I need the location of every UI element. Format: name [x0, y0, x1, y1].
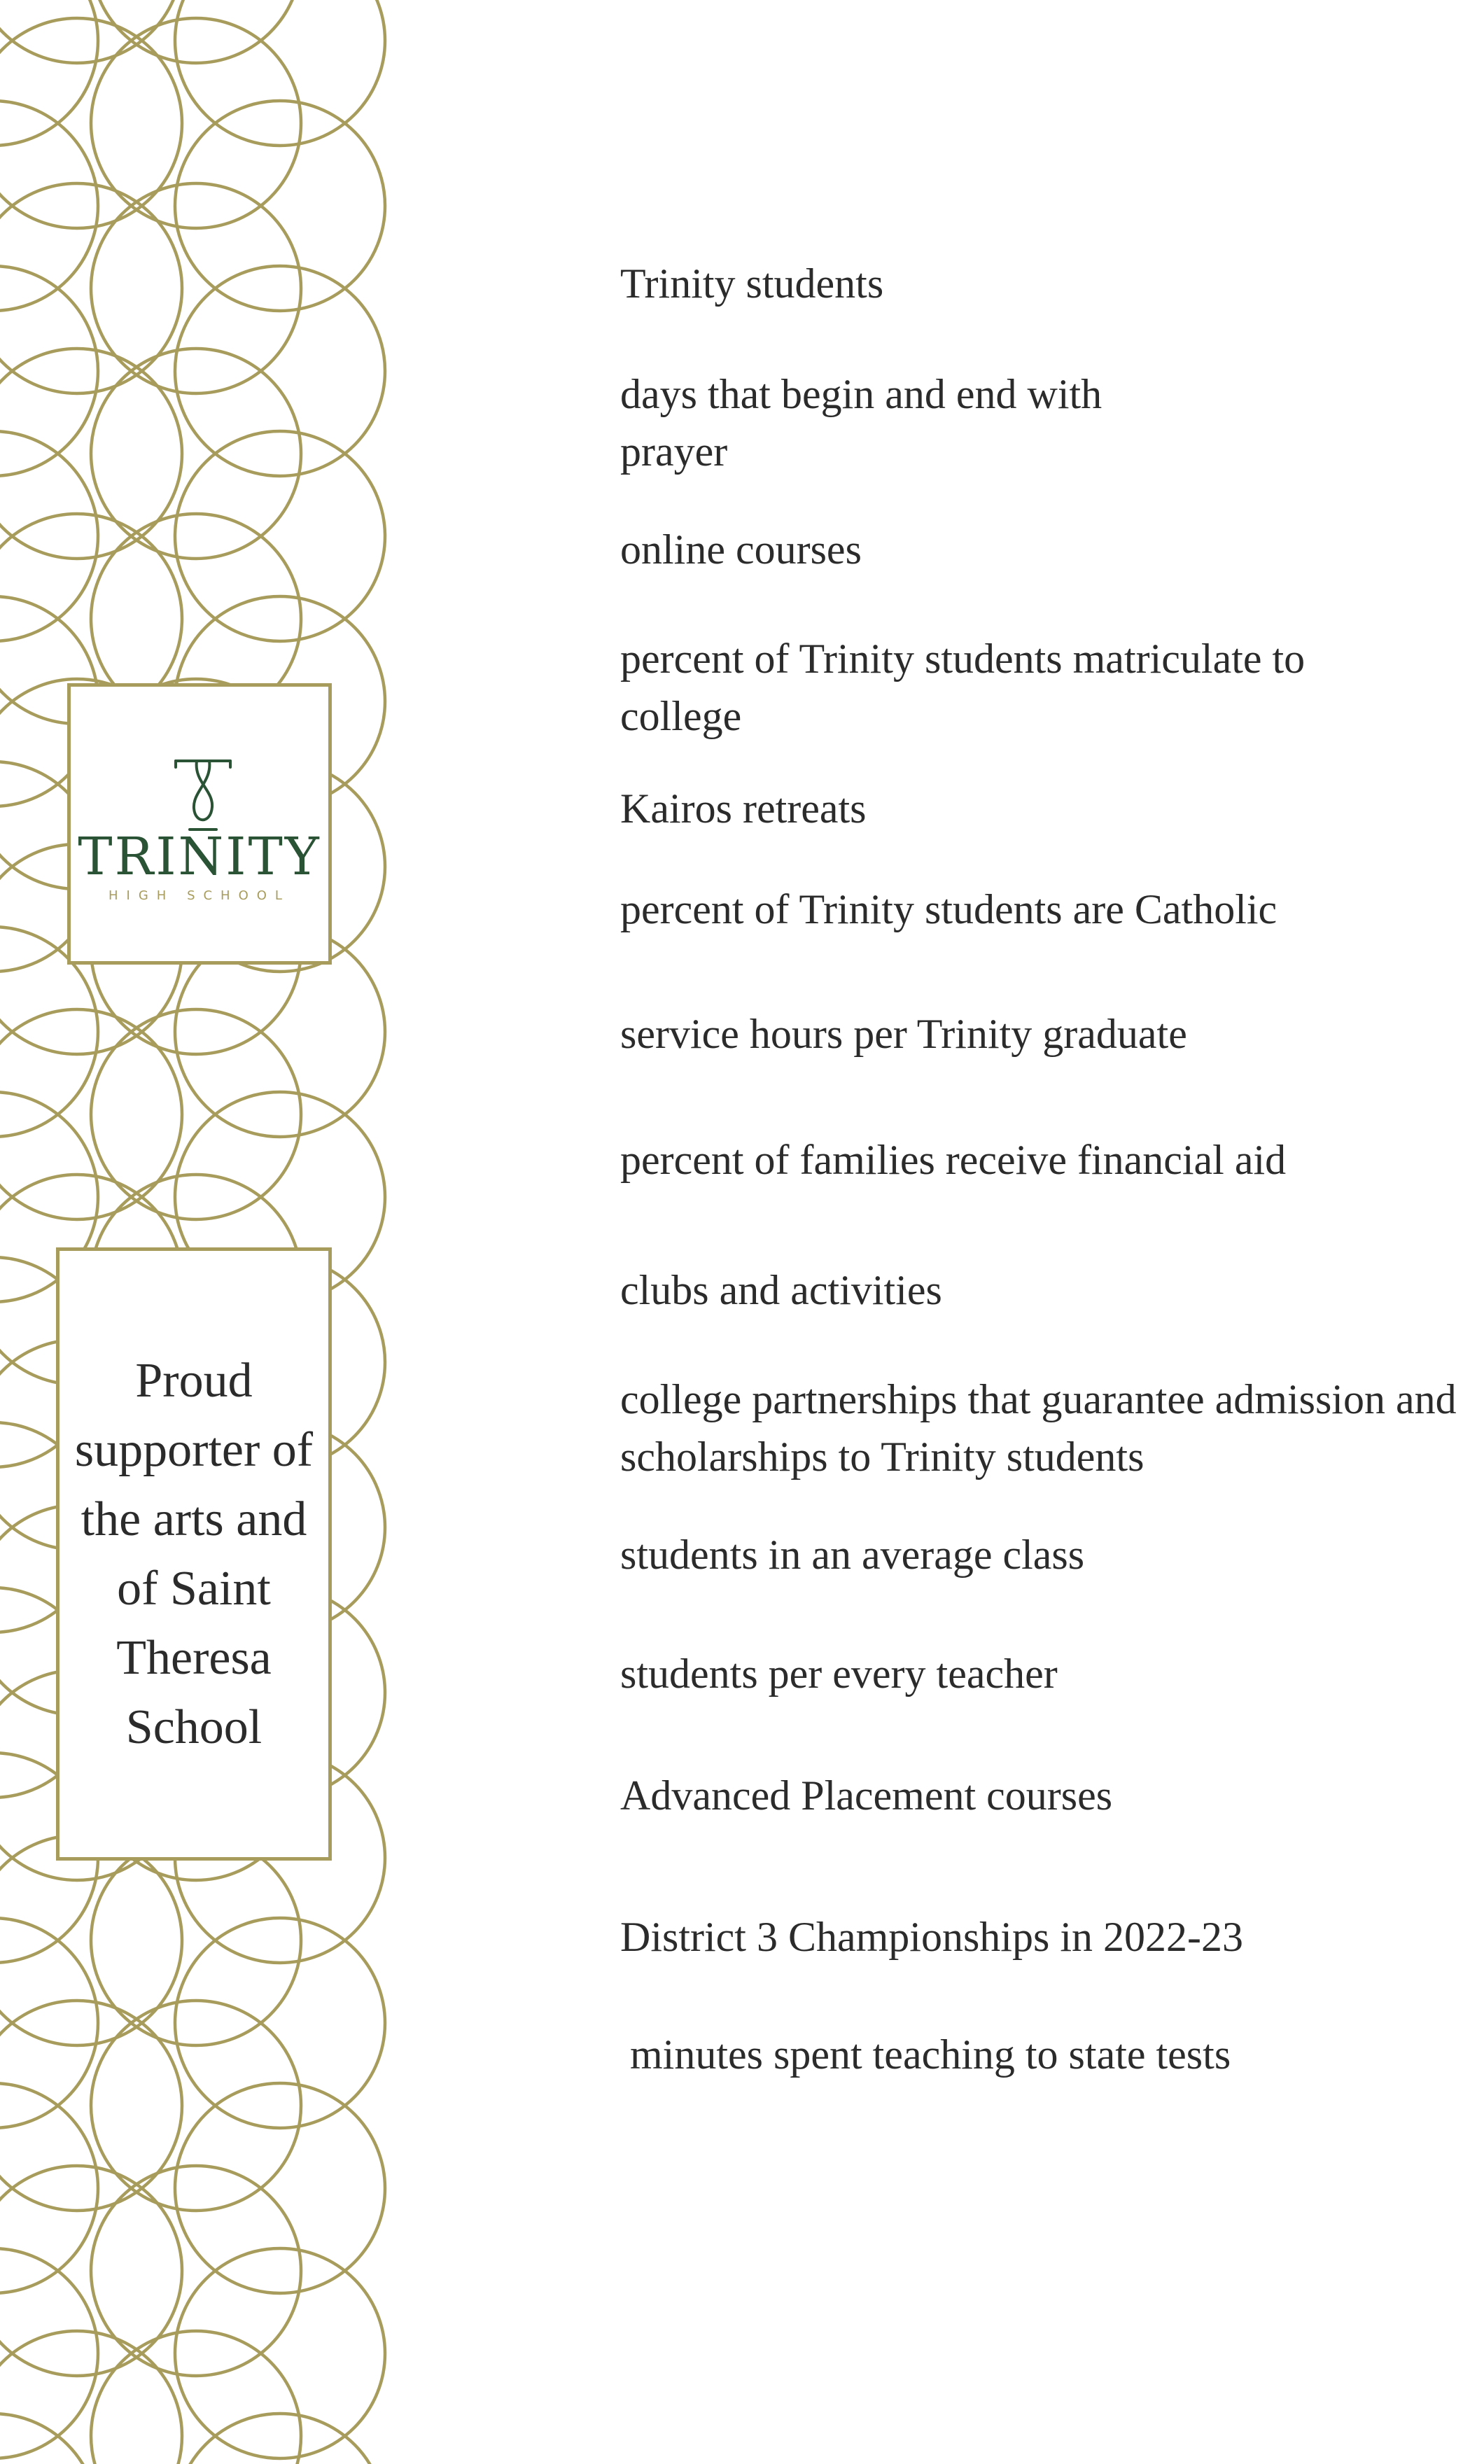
- decorative-ring: [91, 1835, 301, 2045]
- fact-text: students in an average class: [620, 1532, 1085, 1578]
- fact-text: clubs and activities: [620, 1267, 942, 1313]
- decorative-ring: [175, 431, 385, 641]
- fact-text: percent of Trinity students are Catholic: [620, 886, 1278, 932]
- decorative-ring: [175, 266, 385, 476]
- trinity-logo: [67, 683, 332, 965]
- decorative-ring: [175, 2248, 385, 2458]
- fact-text: service hours per Trinity graduate: [620, 1011, 1187, 1057]
- fact-text: Trinity students: [620, 260, 884, 307]
- decorative-ring: [91, 1009, 301, 1219]
- circle-pattern-decoration: [0, 0, 392, 2464]
- fact-text: District 3 Championships in 2022-23: [620, 1914, 1243, 1960]
- fact-text: days that begin and end with prayer: [620, 371, 1102, 475]
- fact-text: students per every teacher: [620, 1651, 1058, 1697]
- logo-wordmark: TRINITY: [78, 827, 321, 887]
- fact-text: percent of families receive financial aid: [620, 1137, 1287, 1183]
- decorative-ring: [91, 2001, 301, 2211]
- decorative-ring: [175, 2414, 385, 2464]
- supporter-panel: [56, 1247, 332, 1861]
- decorative-ring: [91, 2331, 301, 2464]
- fact-text: minutes spent teaching to state tests: [630, 2031, 1231, 2078]
- decorative-ring: [91, 349, 301, 559]
- logo-subtitle: HIGH SCHOOL: [108, 888, 290, 903]
- fact-text: Advanced Placement courses: [620, 1772, 1113, 1819]
- decorative-ring: [175, 1918, 385, 2128]
- decorative-ring: [175, 2083, 385, 2293]
- decorative-ring: [91, 18, 301, 228]
- trinity-t-monogram-icon: [173, 757, 233, 832]
- fact-text: percent of Trinity students matriculate to college: [620, 636, 1306, 739]
- decorative-ring: [91, 2166, 301, 2376]
- decorative-ring: [175, 101, 385, 311]
- decorative-ring: [91, 183, 301, 393]
- fact-text: Kairos retreats: [620, 785, 867, 832]
- fact-text: college partnerships that guarantee admission and scholarships to Trinity students: [620, 1376, 1457, 1480]
- supporter-tagline: Proud supporter of the arts and of Saint Theresa School: [74, 1354, 314, 1754]
- fact-text: online courses: [620, 526, 862, 573]
